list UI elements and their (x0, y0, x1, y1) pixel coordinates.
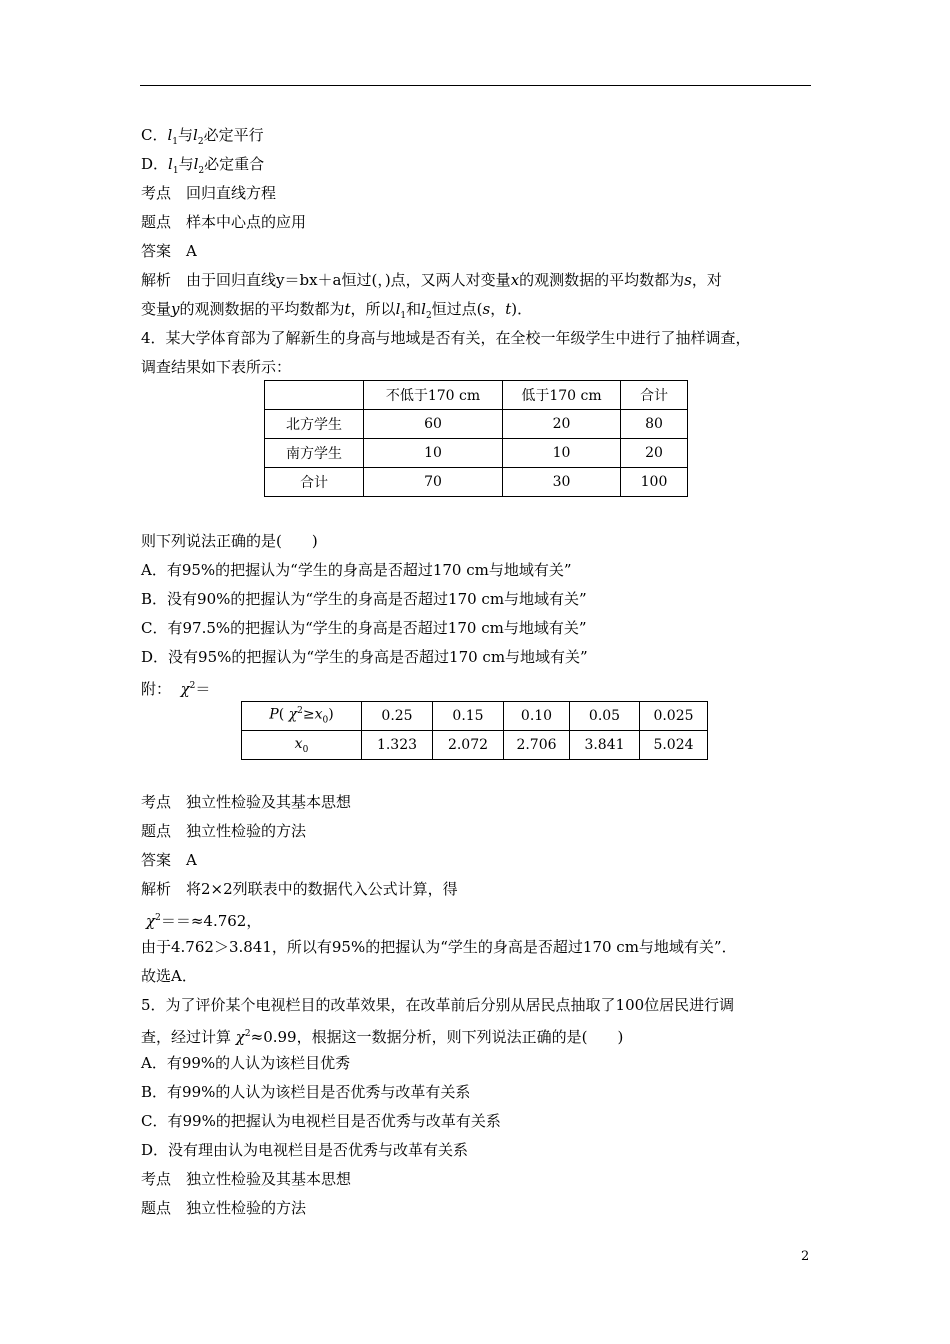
tidian-2: 题点 独立性检验的方法 (141, 822, 307, 840)
tidian-3: 题点 独立性检验的方法 (141, 1199, 307, 1217)
question-4-line1: 4．某大学体育部为了解新生的身高与地域是否有关，在全校一年级学生中进行了抽样调查， (141, 329, 751, 347)
question-4-ask: 则下列说法正确的是( ) (141, 532, 318, 550)
option-c-line: C．$l_1$与$l_2$必定平行 (141, 126, 264, 147)
table-row: P( $\chi^2\ge x_0$) 0.25 0.15 0.10 0.05 0.025 (242, 702, 708, 731)
answer-1: 答案 A (141, 242, 197, 260)
contingency-table (264, 380, 688, 497)
kaodian-1: 考点 回归直线方程 (141, 184, 277, 202)
option-5c: C．有99%的把握认为电视栏目是否优秀与改革有关系 (141, 1112, 501, 1130)
option-4c: C．有97.5%的把握认为“学生的身高是否超过170 cm与地域有关” (141, 619, 587, 637)
option-5b: B．有99%的人认为该栏目是否优秀与改革有关系 (141, 1083, 471, 1101)
analysis-1-line2: 变量y的观测数据的平均数都为t，所以$l_1$和$l_2$恒过点(s，t)． (141, 300, 533, 321)
option-4d: D．没有95%的把握认为“学生的身高是否超过170 cm与地域有关” (141, 648, 588, 666)
option-d-line: D．$l_1$与$l_2$必定重合 (141, 155, 265, 176)
conclusion: 由于4.762＞3.841，所以有95%的把握认为“学生的身高是否超过170 cm与地域有关”． (141, 938, 737, 956)
question-5-line1: 5．为了评价某个电视栏目的改革效果，在改革前后分别从居民点抽取了100位居民进行调 (141, 996, 735, 1014)
question-5-line2: 查，经过计算 $\chi^2\approx 0.99$，根据这一数据分析，则下列说法正确的是( ) (141, 1028, 624, 1046)
header-rule (140, 85, 811, 86)
chi-square-calc: $\chi^2==\approx 4.762$， (146, 912, 262, 930)
table-row: 南方学生 10 10 20 (265, 439, 688, 468)
critical-value-table (241, 701, 708, 760)
page-number: 2 (801, 1249, 810, 1264)
table-row: 合计 70 30 100 (265, 468, 688, 497)
kaodian-3: 考点 独立性检验及其基本思想 (141, 1170, 352, 1188)
option-4b: B．没有90%的把握认为“学生的身高是否超过170 cm与地域有关” (141, 590, 587, 608)
analysis-1-line1: 解析 由于回归直线y＝bx＋a恒过(，)点，又两人对变量x的观测数据的平均数都为s，对 (141, 271, 722, 289)
appendix-formula: 附： $\chi^2=$ (141, 680, 211, 698)
answer-2: 答案 A (141, 851, 197, 869)
analysis-2: 解析 将2×2列联表中的数据代入公式计算，得 (141, 880, 458, 898)
option-4a: A．有95%的把握认为“学生的身高是否超过170 cm与地域有关” (141, 561, 572, 579)
table-row: $x_0$ 1.323 2.072 2.706 3.841 5.024 (242, 731, 708, 760)
table-row: 北方学生 60 20 80 (265, 410, 688, 439)
option-5d: D．没有理由认为电视栏目是否优秀与改革有关系 (141, 1141, 469, 1159)
table-header-row: 不低于170 cm 低于170 cm 合计 (265, 381, 688, 410)
choose-a: 故选A． (141, 967, 197, 985)
p-header: P( $\chi^2\ge x_0$) (242, 702, 362, 731)
option-5a: A．有99%的人认为该栏目优秀 (141, 1054, 351, 1072)
question-4-line2: 调查结果如下表所示： (141, 358, 292, 376)
tidian-1: 题点 样本中心点的应用 (141, 213, 307, 231)
x0-header: $x_0$ (242, 731, 362, 760)
kaodian-2: 考点 独立性检验及其基本思想 (141, 793, 352, 811)
